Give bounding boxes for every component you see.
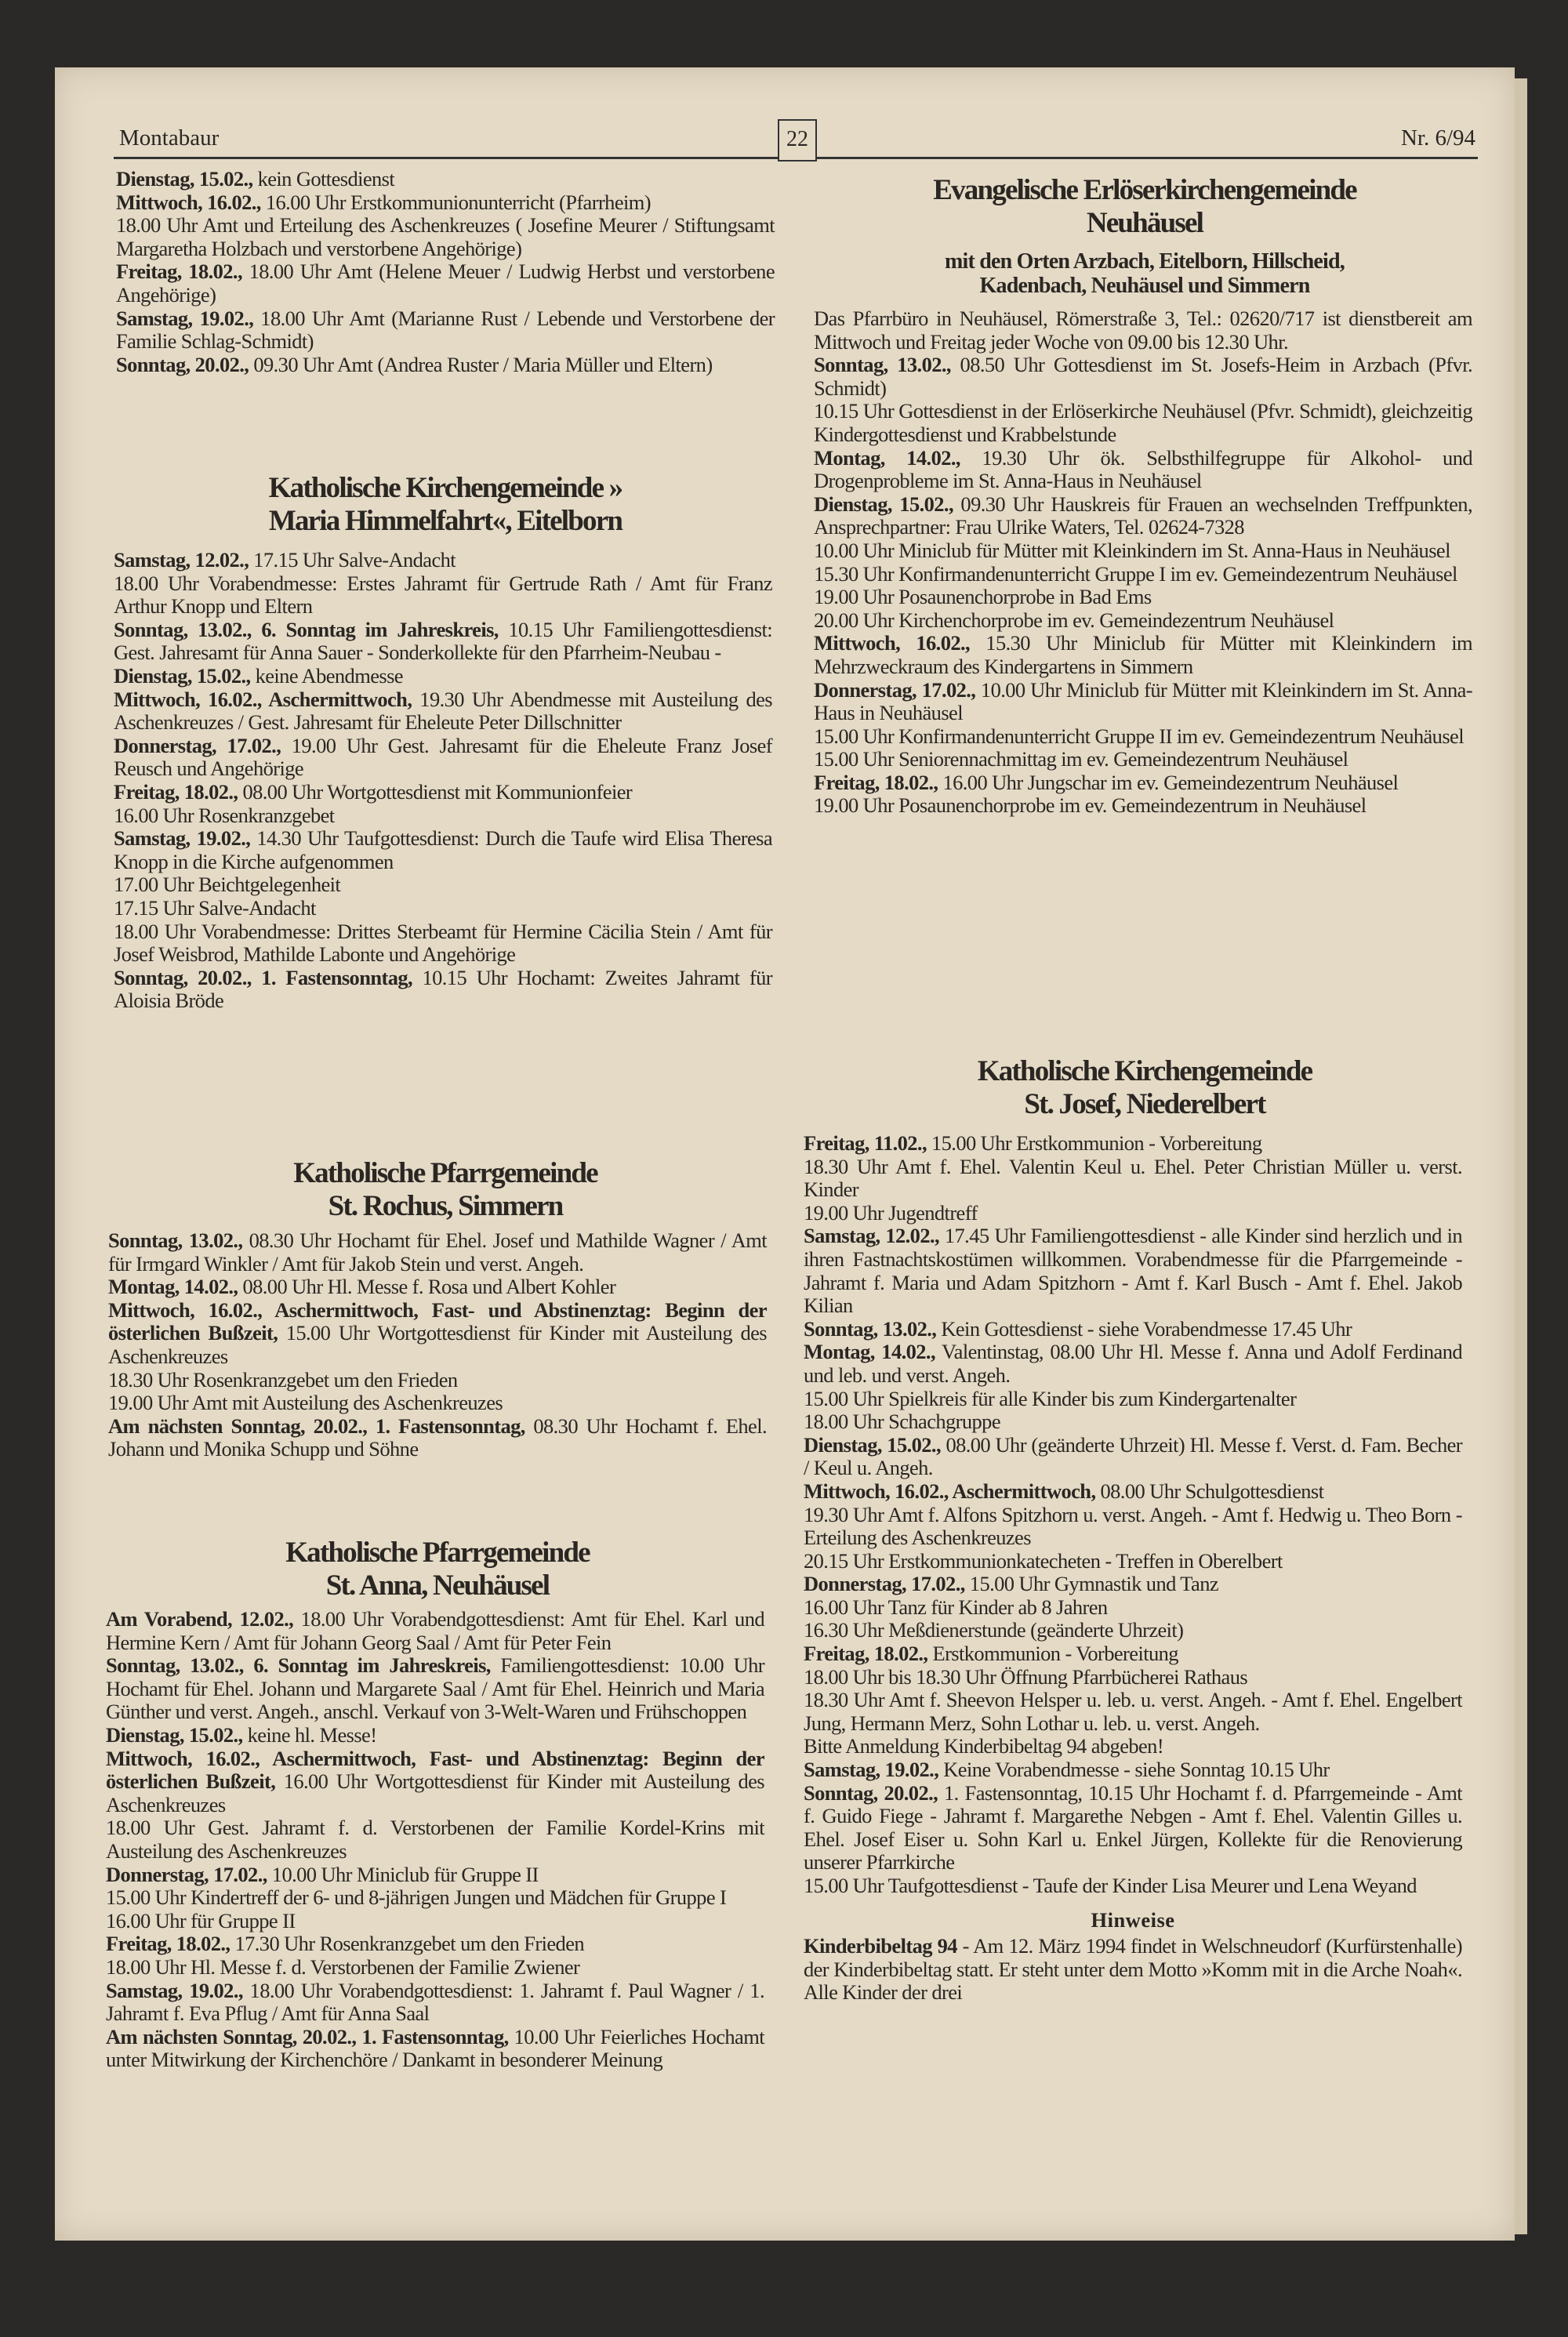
entry-text: 18.30 Uhr Amt f. Ehel. Valentin Keul u. Ehel. Peter Christian Müller u. verst. Kinder (804, 1154, 1462, 1202)
section-title-anna (100, 1537, 775, 1602)
entry-date-label: Samstag, 12.02., (804, 1224, 940, 1248)
schedule-entry (814, 539, 1472, 563)
entry-date-label: Samstag, 19.02., (804, 1758, 939, 1782)
entry-date-label: Dienstag, 15.02., (114, 663, 251, 688)
josef-entry-list (804, 1132, 1462, 1898)
entry-text: 18.00 Uhr Schachgruppe (804, 1410, 1000, 1434)
eitelborn-entries (114, 549, 772, 1013)
entry-text: 10.00 Uhr Miniclub für Gruppe II (267, 1862, 539, 1886)
schedule-entry (114, 549, 772, 572)
entry-text: Kein Gottesdienst - siehe Vorabendmesse 17.45 Uhr (936, 1316, 1352, 1341)
section-title-eitelborn (108, 472, 782, 538)
schedule-entry (804, 1156, 1462, 1202)
schedule-entry (804, 1735, 1462, 1758)
entry-text: 18.00 Uhr Vorabendgottesdienst: 1. Jahramt f. Paul Wagner / 1. Jahramt f. Eva Pflug / Amt für Anna Saal (106, 1978, 764, 2026)
entry-text: 16.00 Uhr für Gruppe II (106, 1908, 296, 1932)
schedule-entry (108, 1415, 767, 1461)
header-rule-left (114, 157, 778, 159)
schedule-entry (804, 1689, 1462, 1735)
schedule-entry (116, 168, 775, 191)
schedule-entry (114, 897, 772, 920)
entry-text: Das Pfarrbüro in Neuhäusel, Römerstraße 3, Tel.: 02620/717 ist dienstbereit am Mittwoch und Freitag jeder Woche von 09.00 bis 12.30 Uhr. (814, 307, 1472, 354)
schedule-entry (814, 354, 1472, 400)
entry-text: 18.00 Uhr Amt (Marianne Rust / Lebende und Verstorbene der Familie Schlag-Schmidt) (116, 306, 775, 354)
entry-text: 15.30 Uhr Miniclub für Mütter mit Kleinkindern im Mehrzweckraum des Kindergartens in Simmern (814, 631, 1472, 678)
entry-date-label: Mittwoch, 16.02., Aschermittwoch, (114, 687, 412, 711)
schedule-entry (804, 1132, 1462, 1156)
schedule-entry (814, 586, 1472, 609)
schedule-entry (814, 771, 1472, 795)
section-title-line: Maria Himmelfahrt«, Eitelborn (268, 505, 622, 537)
page-edge (1515, 78, 1527, 2234)
entry-date-label: Dienstag, 15.02., (804, 1432, 941, 1457)
schedule-entry (814, 725, 1472, 749)
entry-date-label: Samstag, 19.02., (106, 1978, 243, 2002)
entry-text: kein Gottesdienst (252, 167, 395, 191)
entry-date-label: Montag, 14.02., (814, 445, 960, 470)
entry-date-label: Am nächsten Sonntag, 20.02., 1. Fastensonntag, (106, 2024, 509, 2049)
entry-text: 08.30 Uhr Hochamt f. Ehel. Johann und Monika Schupp und Söhne (108, 1413, 767, 1461)
entry-text: keine Abendmesse (250, 663, 403, 688)
entry-date-label: Mittwoch, 16.02., Aschermittwoch, (804, 1479, 1096, 1503)
schedule-entry (106, 1747, 764, 1817)
schedule-entry (114, 967, 772, 1013)
entry-text: 17.00 Uhr Beichtgelegenheit (114, 873, 341, 897)
section-title-line: St. Rochus, Simmern (328, 1190, 563, 1222)
schedule-entry (114, 804, 772, 828)
section-title-josef (808, 1055, 1482, 1121)
entry-text: 18.00 Uhr Vorabendgottesdienst: Amt für Ehel. Karl und Hermine Kern / Amt für Johann Georg Saal / Amt für Peter Fein (106, 1607, 764, 1654)
entry-text: 18.00 Uhr Amt und Erteilung des Aschenkreuzes ( Josefine Meurer / Stiftungsamt Margaretha Holzbach und verstorbene Angehörige) (116, 213, 775, 260)
schedule-entry (114, 572, 772, 619)
entry-text: 19.00 Uhr Jugendtreff (804, 1200, 978, 1225)
schedule-entry (804, 1388, 1462, 1411)
entry-date-label: Freitag, 11.02., (804, 1131, 927, 1155)
entry-text: Bitte Anmeldung Kinderbibeltag 94 abgeben! (804, 1734, 1164, 1758)
schedule-entry (106, 1932, 764, 1956)
schedule-entry (804, 1410, 1462, 1434)
notes-heading: Hinweise (1091, 1907, 1175, 1932)
schedule-entry (804, 1619, 1462, 1642)
schedule-entry (106, 1816, 764, 1863)
section-title-line: Neuhäusel (1086, 207, 1203, 239)
schedule-entry (804, 1225, 1462, 1317)
entry-date-label: Sonntag, 20.02., (804, 1780, 938, 1805)
entry-date-label: Sonntag, 20.02., (116, 352, 249, 376)
section-title-line: St. Anna, Neuhäusel (325, 1569, 550, 1602)
entry-text: 17.15 Uhr Salve-Andacht (114, 895, 316, 920)
entry-text: Erstkommunion - Vorbereitung (927, 1642, 1178, 1666)
schedule-entry (804, 1504, 1462, 1550)
entry-text: 16.00 Uhr Erstkommunionunterricht (Pfarrheim) (260, 190, 651, 214)
entry-text: 15.00 Uhr Erstkommunion - Vorbereitung (926, 1131, 1262, 1155)
schedule-entry (106, 1608, 764, 1654)
entry-text: 20.15 Uhr Erstkommunionkatecheten - Treffen in Oberelbert (804, 1548, 1283, 1573)
schedule-entry (804, 1596, 1462, 1620)
entry-text: 16.00 Uhr Rosenkranzgebet (114, 803, 335, 827)
schedule-entry (814, 400, 1472, 446)
schedule-entry (814, 609, 1472, 633)
subtitle-line: mit den Orten Arzbach, Eitelborn, Hillscheid, (945, 249, 1345, 274)
entry-text: 18.00 Uhr Vorabendmesse: Drittes Sterbeamt für Hermine Cäcilia Stein / Amt für Josef Weisbrod, Mathilde Labonte und Angehörige (114, 919, 772, 967)
schedule-entry (804, 1550, 1462, 1573)
issue-number: Nr. 6/94 (1400, 125, 1475, 151)
anna-entries (106, 1608, 764, 2072)
entry-text: 09.30 Uhr Amt (Andrea Ruster / Maria Müller und Eltern) (249, 352, 713, 376)
schedule-entry (114, 665, 772, 688)
schedule-entry (108, 1276, 767, 1299)
schedule-entry (814, 679, 1472, 725)
schedule-entry (114, 619, 772, 665)
schedule-entry (106, 1886, 764, 1910)
entry-text: 19.30 Uhr ök. Selbsthilfegruppe für Alkohol- und Drogenprobleme im St. Anna-Haus in Neuhäusel (814, 445, 1473, 493)
schedule-entry (804, 1758, 1462, 1782)
schedule-entry (814, 794, 1472, 818)
entry-text: 15.00 Uhr Seniorennachmittag im ev. Gemeindezentrum Neuhäusel (814, 747, 1348, 771)
entry-text: 17.30 Uhr Rosenkranzgebet um den Frieden (230, 1932, 584, 1956)
entry-text: 19.00 Uhr Posaunenchorprobe im ev. Gemeindezentrum in Neuhäusel (814, 793, 1367, 818)
schedule-entry (108, 1229, 767, 1276)
header-rule-right (815, 157, 1478, 159)
entry-text: 17.45 Uhr Familiengottesdienst - alle Kinder sind herzlich und in ihren Fastnachtskostümen willkommen. Vorabendmesse für die Pfarrgemeinde - Jahramt f. Maria und Adam Spitzhorn - Amt f. Karl Busch - Amt f. Ehel. Jakob Kilian (804, 1224, 1462, 1318)
entry-text: Valentinstag, 08.00 Uhr Hl. Messe f. Anna und Adolf Ferdinand und leb. und verst. Angeh. (804, 1340, 1463, 1387)
entry-date-label: Freitag, 18.02., (116, 259, 242, 284)
entry-text: 16.00 Uhr Jungschar im ev. Gemeindezentrum Neuhäusel (938, 770, 1399, 794)
schedule-entry (804, 1782, 1462, 1874)
entry-text: 08.50 Uhr Gottesdienst im St. Josefs-Heim in Arzbach (Pfvr. Schmidt) (814, 353, 1472, 400)
entry-text: 18.30 Uhr Amt f. Sheevon Helsper u. leb. u. verst. Angeh. - Amt f. Ehel. Engelbert Jung, Hermann Merz, Sohn Lothar u. leb. u. verst. Angeh. (804, 1688, 1462, 1735)
entry-text: 19.30 Uhr Abendmesse mit Austeilung des Aschenkreuzes / Gest. Jahresamt für Eheleute Peter Dillschnitter (114, 687, 772, 735)
entry-date-label: Donnerstag, 17.02., (814, 677, 976, 702)
schedule-entry (814, 632, 1472, 678)
entry-text: 15.00 Uhr Konfirmandenunterricht Gruppe II im ev. Gemeindezentrum Neuhäusel (814, 724, 1464, 748)
entry-date-label: Freitag, 18.02., (106, 1932, 230, 1956)
entry-date-label: Sonntag, 20.02., 1. Fastensonntag, (114, 965, 413, 989)
entry-text: keine hl. Messe! (242, 1722, 377, 1747)
entry-text: 10.00 Uhr Feierliches Hochamt unter Mitwirkung der Kirchenchöre / Dankamt in besonderer Meinung (106, 2024, 764, 2072)
entry-text: 18.00 Uhr Amt (Helene Meuer / Ludwig Herbst und verstorbene Angehörige) (116, 259, 775, 307)
schedule-entry (114, 688, 772, 735)
section-title-line: St. Josef, Niederelbert (1024, 1088, 1265, 1120)
entry-date-label: Sonntag, 13.02., (804, 1316, 937, 1341)
entry-text: 14.30 Uhr Taufgottesdienst: Durch die Taufe wird Elisa Theresa Knopp in die Kirche aufgenommen (114, 826, 772, 873)
schedule-entry (106, 2026, 764, 2072)
entry-text: 08.00 Uhr (geänderte Uhrzeit) Hl. Messe f. Verst. d. Fam. Becher / Keul u. Angeh. (804, 1432, 1462, 1480)
schedule-entry (804, 1642, 1462, 1666)
entry-date-label: Am Vorabend, 12.02., (106, 1607, 294, 1631)
entry-date-label: Sonntag, 13.02., 6. Sonntag im Jahreskreis, (106, 1653, 491, 1678)
section-title-line: Katholische Pfarrgemeinde (293, 1157, 597, 1189)
schedule-entry (116, 214, 775, 260)
entry-date-label: Samstag, 19.02., (116, 306, 254, 330)
josef-entries (804, 1132, 1462, 2005)
entry-date-label: Montag, 14.02., (108, 1275, 238, 1299)
entry-date-label: Sonntag, 13.02., (108, 1228, 243, 1252)
schedule-entry (804, 1935, 1462, 2005)
entry-text: 18.00 Uhr bis 18.30 Uhr Öffnung Pfarrbücherei Rathaus (804, 1664, 1248, 1689)
entry-date-label: Sonntag, 13.02., (814, 353, 951, 377)
schedule-entry (804, 1874, 1462, 1898)
entry-date-label: Donnerstag, 17.02., (114, 733, 281, 757)
entry-text: 16.00 Uhr Wortgottesdienst für Kinder mit Austeilung des Aschenkreuzes (106, 1769, 764, 1816)
schedule-entry (106, 1724, 764, 1747)
entry-text: 18.30 Uhr Rosenkranzgebet um den Frieden (108, 1367, 458, 1392)
entry-text: 19.00 Uhr Amt mit Austeilung des Aschenkreuzes (108, 1391, 503, 1415)
entry-text: 18.00 Uhr Hl. Messe f. d. Verstorbenen der Familie Zwiener (106, 1954, 580, 1979)
entry-date-label: Am nächsten Sonntag, 20.02., 1. Fastensonntag, (108, 1413, 525, 1438)
entry-text: 18.00 Uhr Gest. Jahramt f. d. Verstorbenen der Familie Kordel-Krins mit Austeilung des Aschenkreuzes (106, 1816, 764, 1863)
schedule-entry (804, 1480, 1462, 1504)
schedule-entry (116, 191, 775, 215)
entry-date-label: Kinderbibeltag 94 (804, 1934, 957, 1958)
josef-notes (804, 1935, 1462, 2005)
section-title-line: Katholische Kirchengemeinde » (268, 472, 622, 504)
entry-date-label: Freitag, 18.02., (804, 1642, 928, 1666)
entry-text: - Am 12. März 1994 findet in Welschneudorf (Kurfürstenhalle) der Kinderbibeltag statt. Er steht unter dem Motto »Komm mit in die Arche Noah«. Alle Kinder der drei (804, 1934, 1462, 2005)
entry-text: Familiengottesdienst: 10.00 Uhr Hochamt für Ehel. Johann und Margarete Saal / Amt für Ehel. Heinrich und Maria Günther und verst. Angeh., anschl. Verkauf von 3-Welt-Waren und Frühschoppen (106, 1653, 764, 1724)
entry-text: 08.00 Uhr Wortgottesdienst mit Kommunionfeier (238, 779, 633, 804)
schedule-entry (106, 1863, 764, 1887)
schedule-entry (116, 260, 775, 307)
subtitle-line: Kadenbach, Neuhäusel und Simmern (979, 274, 1310, 298)
entry-date-label: Donnerstag, 17.02., (804, 1572, 965, 1596)
entry-date-label: Mittwoch, 16.02., Aschermittwoch, Fast- und Abstinenztag: Beginn der österlichen Bußzeit, (108, 1297, 767, 1345)
entry-text: 15.30 Uhr Konfirmandenunterricht Gruppe I im ev. Gemeindezentrum Neuhäusel (814, 561, 1457, 586)
schedule-entry (116, 354, 775, 377)
schedule-entry (814, 748, 1472, 771)
entry-date-label: Donnerstag, 17.02., (106, 1862, 267, 1886)
schedule-entry (106, 1980, 764, 2026)
entry-text: 10.15 Uhr Hochamt: Zweites Jahramt für Aloisia Bröde (114, 965, 772, 1013)
schedule-entry (116, 307, 775, 354)
schedule-entry (106, 1654, 764, 1724)
entry-date-label: Dienstag, 15.02., (116, 167, 253, 191)
entry-date-label: Dienstag, 15.02., (106, 1722, 243, 1747)
schedule-entry (804, 1341, 1462, 1387)
evangelisch-entries (814, 307, 1472, 818)
entry-text: 19.00 Uhr Gest. Jahresamt für die Eheleute Franz Josef Reusch und Angehörige (114, 733, 772, 781)
section-title-line: Katholische Pfarrgemeinde (285, 1537, 590, 1569)
schedule-entry (106, 1910, 764, 1933)
schedule-entry (804, 1666, 1462, 1689)
schedule-entry (814, 307, 1472, 354)
entry-date-label: Mittwoch, 16.02., Aschermittwoch, Fast- und Abstinenztag: Beginn der österlichen Bußzeit, (106, 1746, 764, 1794)
entry-text: 15.00 Uhr Gymnastik und Tanz (964, 1572, 1219, 1596)
entry-text: 19.00 Uhr Posaunenchorprobe in Bad Ems (814, 585, 1152, 609)
schedule-entry (814, 447, 1472, 493)
entry-text: 09.30 Uhr Hauskreis für Frauen an wechselnden Treffpunkten, Ansprechpartner: Frau Ulrike Waters, Tel. 02624-7328 (814, 492, 1472, 539)
entry-text: 15.00 Uhr Taufgottesdienst - Taufe der Kinder Lisa Meurer und Lena Weyand (804, 1874, 1417, 1897)
entry-text: 10.15 Uhr Familiengottesdienst: Gest. Jahresamt für Anna Sauer - Sonderkollekte für den Pfarrheim-Neubau - (114, 617, 772, 665)
announcements-top (116, 168, 775, 376)
schedule-entry (814, 493, 1472, 539)
entry-text: 08.30 Uhr Hochamt für Ehel. Josef und Mathilde Wagner / Amt für Irmgard Winkler / Amt für Jakob Stein und verst. Angeh. (108, 1228, 767, 1276)
entry-date-label: Mittwoch, 16.02., (814, 631, 971, 655)
entry-date-label: Samstag, 12.02., (114, 548, 249, 572)
entry-text: 10.15 Uhr Gottesdienst in der Erlöserkirche Neuhäusel (Pfvr. Schmidt), gleichzeitig Kindergottesdienst und Krabbelstunde (814, 399, 1472, 446)
page-number: 22 (778, 119, 817, 161)
entry-text: 1. Fastensonntag, 10.15 Uhr Hochamt f. d. Pfarrgemeinde - Amt f. Guido Fiege - Jahramt f. Margarethe Nebgen - Amt f. Ehel. Valentin Gilles u. Ehel. Josef Eiser u. Sohn Karl u. Enkel Jürgen, Kollekte für die Renovierung unserer Pfarrkirche (804, 1780, 1462, 1874)
entry-date-label: Freitag, 18.02., (114, 779, 238, 804)
entry-date-label: Sonntag, 13.02., 6. Sonntag im Jahreskreis, (114, 617, 499, 641)
entry-text: 20.00 Uhr Kirchenchorprobe im ev. Gemeindezentrum Neuhäusel (814, 608, 1334, 632)
schedule-entry (804, 1434, 1462, 1480)
entry-text: 10.00 Uhr Miniclub für Mütter mit Kleinkindern im St. Anna-Haus in Neuhäusel (814, 538, 1450, 562)
schedule-entry (108, 1369, 767, 1392)
entry-text: 15.00 Uhr Kindertreff der 6- und 8-jährigen Jungen und Mädchen für Gruppe I (106, 1885, 727, 1910)
schedule-entry (114, 873, 772, 897)
section-title-line: Evangelische Erlöserkirchengemeinde (933, 174, 1356, 206)
entry-text: 15.00 Uhr Spielkreis für alle Kinder bis zum Kindergartenalter (804, 1386, 1297, 1410)
simmern-entries (108, 1229, 767, 1461)
entry-text: 10.00 Uhr Miniclub für Mütter mit Kleinkindern im St. Anna-Haus in Neuhäusel (814, 677, 1472, 725)
schedule-entry (804, 1202, 1462, 1225)
entry-text: Keine Vorabendmesse - siehe Sonntag 10.15 Uhr (938, 1758, 1330, 1782)
schedule-entry (108, 1392, 767, 1415)
schedule-entry (106, 1956, 764, 1980)
entry-text: 19.30 Uhr Amt f. Alfons Spitzhorn u. verst. Angeh. - Amt f. Hedwig u. Theo Born - Erteilung des Aschenkreuzes (804, 1502, 1462, 1550)
section-subtitle-evangelisch (808, 249, 1482, 298)
section-title-evangelisch (808, 174, 1482, 240)
entry-date-label: Freitag, 18.02., (814, 770, 938, 794)
section-title-line: Katholische Kirchengemeinde (977, 1055, 1312, 1087)
schedule-entry (804, 1318, 1462, 1341)
entry-text: 16.00 Uhr Tanz für Kinder ab 8 Jahren (804, 1595, 1108, 1619)
section-title-simmern (108, 1157, 782, 1223)
entry-text: 16.30 Uhr Meßdienerstunde (geänderte Uhrzeit) (804, 1618, 1184, 1642)
entry-text: 08.00 Uhr Hl. Messe f. Rosa und Albert Kohler (238, 1275, 616, 1299)
entry-date-label: Dienstag, 15.02., (814, 492, 953, 516)
entry-date-label: Samstag, 19.02., (114, 826, 251, 851)
schedule-entry (108, 1299, 767, 1369)
entry-text: 08.00 Uhr Schulgottesdienst (1095, 1479, 1324, 1503)
entry-text: 17.15 Uhr Salve-Andacht (249, 548, 456, 572)
schedule-entry (804, 1573, 1462, 1596)
entry-text: 15.00 Uhr Wortgottesdienst für Kinder mit Austeilung des Aschenkreuzes (108, 1321, 767, 1368)
entry-date-label: Mittwoch, 16.02., (116, 190, 261, 214)
header-town: Montabaur (119, 125, 220, 151)
entry-date-label: Montag, 14.02., (804, 1340, 935, 1364)
entry-text: 18.00 Uhr Vorabendmesse: Erstes Jahramt für Gertrude Rath / Amt für Franz Arthur Knopp und Eltern (114, 571, 772, 619)
schedule-entry (114, 735, 772, 781)
schedule-entry (114, 827, 772, 873)
schedule-entry (114, 781, 772, 804)
schedule-entry (814, 563, 1472, 586)
schedule-entry (114, 920, 772, 967)
